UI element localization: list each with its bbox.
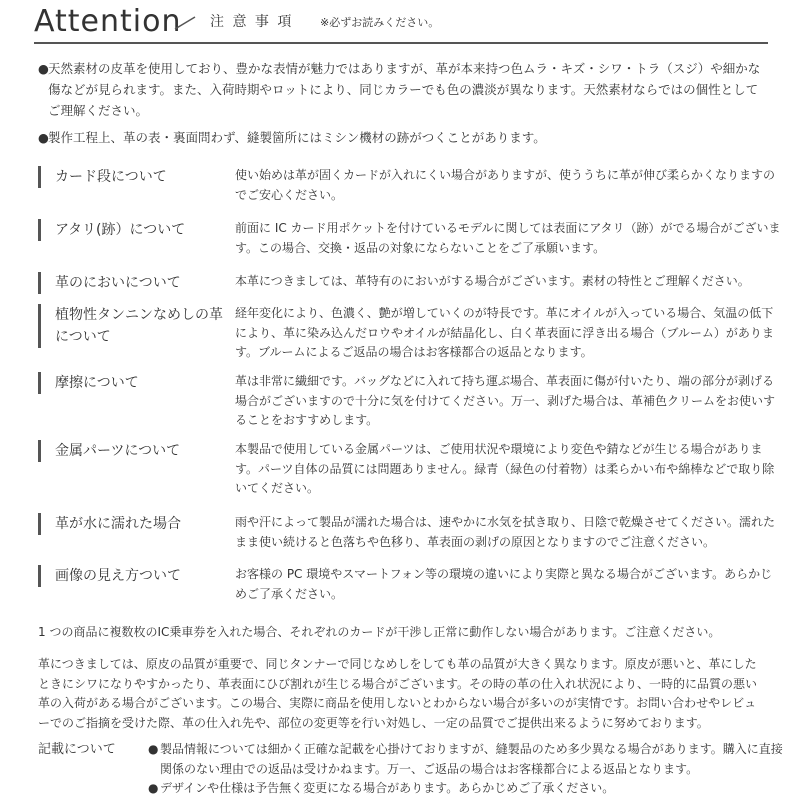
section-text: 使い始めは革が固くカードが入れにくい場合がありますが、使ううちに革が伸び柔らかくなりますのでご安心ください。 (235, 168, 776, 202)
notes-text: 製品情報については細かく正確な記載を心掛けておりますが、縫製品のため多少異なる場合があります。購入に直接関係のない理由での返品は受けかねます。万一、ご返品の場合はお客様都合による返品となります。 (160, 742, 783, 776)
section-label: アタリ(跡）について (38, 219, 235, 241)
section-text: 雨や汗によって製品が濡れた場合は、速やかに水気を拭き取り、日陰で乾燥させてください。濡れたまま使い続けると色落ちや色移り、革表面の剥げの原因となりますのでご注意ください。 (235, 515, 776, 549)
page-title: Attention (34, 4, 182, 39)
bullet-icon: ● (148, 781, 159, 795)
header (34, 2, 768, 46)
ic-card-notice: 1 つの商品に複数枚のIC乗車券を入れた場合、それぞれのカードが干渉し正常に動作しない場合があります。ご注意ください。 (38, 625, 721, 639)
section-label: 摩擦について (38, 372, 235, 394)
section-text: お客様の PC 環境やスマートフォン等の環境の違いにより実際と異なる場合がございます。あらかじめご了承ください。 (235, 567, 773, 601)
notes-text: デザインや仕様は予告無く変更になる場合があります。あらかじめご了承ください。 (160, 781, 615, 795)
list-item (148, 779, 788, 799)
bullet-icon: ● (38, 130, 49, 145)
leather-quality-notice: 革につきましては、原皮の品質が重要で、同じタンナーで同じなめしをしても革の品質が大きく異なります。原皮が悪いと、革にしたときにシワになりやすかったり、革表面にひび割れが生じる場合がございます。その時の革の仕入れ状況により、一時的に品質の悪い革の入荷がある場合がございます。この場合、実際に商品を使用しないとわからない場合が多いのが実情です。お問い合わせやレビューでのご指摘を受けた際、革の仕入れ先や、部位の変更等を行い対処し、一定の品質でご提供出来るように努めております。 (38, 657, 758, 730)
intro-item (38, 127, 768, 148)
intro-item (38, 58, 768, 121)
intro-text: 天然素材の皮革を使用しており、豊かな表情が魅力ではありますが、革が本来持つ色ムラ・キズ・シワ・トラ（スジ）や細かな傷などが見られます。また、入荷時期やロットにより、同じカラーでも色の濃淡が異なります。天然素材ならではの個性としてご理解ください。 (48, 61, 761, 118)
section-text: 革は非常に繊細です。バッグなどに入れて持ち運ぶ場合、革表面に傷が付いたり、端の部分が剥げる場合がございますので十分に気を付けてください。万一、剥げた場合は、革補色クリームをお使いすることをおすすめします。 (235, 374, 776, 427)
section-label: 画像の見え方ついて (38, 565, 235, 587)
slash-divider (174, 16, 196, 30)
bullet-icon: ● (38, 61, 49, 76)
section-text: 経年変化により、色濃く、艶が増していくのが特長です。革にオイルが入っている場合、気温の低下により、革に染み込んだロウやオイルが結晶化し、白く革表面に浮き出る場合（ブルーム）があります。ブルームによるご返品の場合はお客様都合の返品となります。 (235, 306, 774, 359)
section-label: 植物性タンニンなめしの革について (38, 304, 235, 348)
section-label: 金属パーツについて (38, 440, 235, 462)
section-label: カード段について (38, 166, 235, 188)
intro-text: 製作工程上、革の表・裏面問わず、縫製箇所にはミシン機材の跡がつくことがあります。 (48, 130, 546, 145)
section-text: 前面に IC カード用ポケットを付けているモデルに関しては表面にアタリ（跡）がでる場合がございます。この場合、交換・返品の対象にならないことをご了承願います。 (235, 221, 781, 255)
page-note: ※必ずお読みください。 (320, 16, 440, 29)
header-rule (34, 42, 768, 44)
section-text: 本革につきましては、革特有のにおいがする場合がございます。素材の特性とご理解ください。 (235, 274, 750, 288)
list-item (148, 740, 788, 779)
notes-list (148, 740, 788, 799)
section-label: 革のにおいについて (38, 272, 235, 294)
notes-label: 記載について (38, 742, 116, 757)
bullet-icon: ● (148, 742, 159, 756)
page-subtitle: 注 意 事 項 (210, 14, 294, 30)
section-text: 本製品で使用している金属パーツは、ご使用状況や環境により変色や錆などが生じる場合があります。パーツ自体の品質には問題ありません。緑青（緑色の付着物）は柔らかい布や綿棒などで取り除いてください。 (235, 442, 775, 495)
section-label: 革が水に濡れた場合 (38, 513, 235, 535)
